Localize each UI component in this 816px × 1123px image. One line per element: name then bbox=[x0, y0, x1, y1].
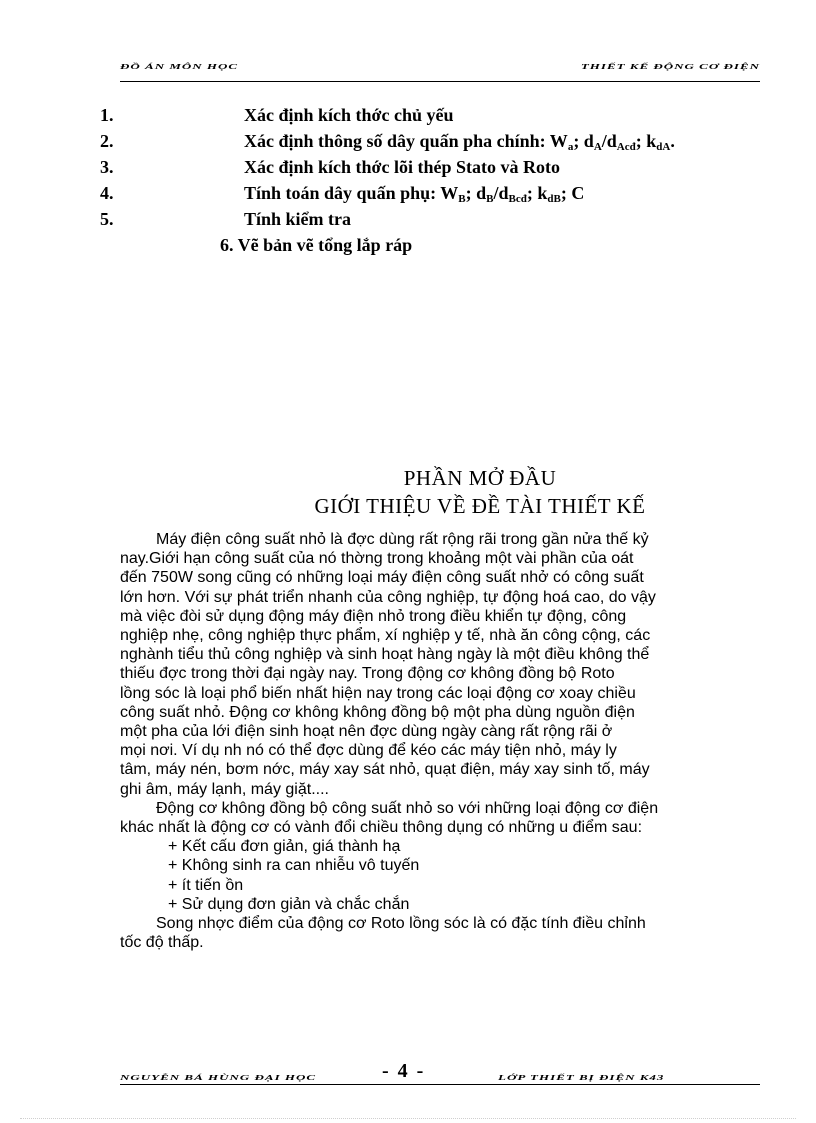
list-item: + Không sinh ra can nhiễu vô tuyến bbox=[168, 857, 420, 875]
text-line: Song nhợc điểm của động cơ Roto lồng sóc là có đặc tính điều chỉnh bbox=[156, 915, 646, 933]
text-line: một pha của lới điện sinh hoạt nên đợc dùng ngày càng rất rộng rãi ở bbox=[120, 723, 613, 741]
outline-item-6 bbox=[100, 232, 760, 258]
outline-text: Xác định kích thớc lõi thép Stato và Roto bbox=[244, 157, 560, 177]
text-line: Máy điện công suất nhỏ là đợc dùng rất rộng rãi trong gần nửa thế kỷ bbox=[156, 531, 649, 548]
text-line: khác nhất là động cơ có vành đổi chiều thông dụng có những u điểm sau: bbox=[120, 819, 643, 837]
footer-left-text: NGUYỄN BÁ HÙNG ĐẠI HỌC bbox=[120, 1073, 317, 1082]
page-edge-divider bbox=[20, 1118, 796, 1119]
body-text bbox=[120, 530, 690, 952]
paragraph-disadvantage bbox=[120, 914, 690, 952]
outline-number: 1. bbox=[100, 105, 114, 125]
list-item: + Sử dụng đơn giản và chắc chắn bbox=[168, 895, 410, 913]
list-item: + Kết cấu đơn giản, giá thành hạ bbox=[168, 838, 401, 856]
text-line: công suất nhỏ. Động cơ không không đồng bộ một pha dùng nguồn điện bbox=[120, 703, 635, 721]
text-line: Động cơ không đồng bộ công suất nhỏ so với những loại động cơ điện bbox=[156, 799, 659, 817]
list-item: + ít tiến ồn bbox=[168, 876, 244, 894]
footer-rule bbox=[120, 1084, 760, 1085]
footer-right-text: LỚP THIẾT BỊ ĐIỆN K43 bbox=[498, 1073, 665, 1082]
section-subtitle: GIỚI THIỆU VỀ ĐỀ TÀI THIẾT KẾ bbox=[314, 494, 646, 518]
section-title: PHẦN MỞ ĐẦU bbox=[403, 466, 557, 490]
page-number: - 4 - bbox=[382, 1060, 426, 1082]
outline-text: 6. Vẽ bản vẽ tổng lắp ráp bbox=[220, 235, 413, 255]
outline-text: Tính kiểm tra bbox=[244, 209, 352, 229]
outline-item-2 bbox=[100, 128, 760, 154]
outline-number: 5. bbox=[100, 209, 114, 229]
page-footer bbox=[120, 1060, 760, 1090]
outline-number: 2. bbox=[100, 131, 114, 151]
text-line: đến 750W song cũng có những loại máy điện công suất nhở có công suất bbox=[120, 569, 644, 587]
paragraph-intro bbox=[120, 530, 690, 799]
outline-number: 4. bbox=[100, 183, 114, 203]
text-line: mà việc đòi sử dụng động máy điện nhỏ trong điều khiển tự động, công bbox=[120, 607, 627, 625]
text-line: tốc độ thấp. bbox=[120, 934, 204, 952]
outline-text: Tính toán dây quấn phụ: $W_B$; $d_B/d_{Bcđ}$; $k_{dB}$; C bbox=[244, 183, 585, 205]
text-line: lớn hơn. Với sự phát triển nhanh của công nghiệp, tự động hoá cao, do vậy bbox=[120, 588, 656, 606]
page-header bbox=[120, 55, 760, 83]
advantages-list bbox=[120, 837, 690, 914]
paragraph-advantages bbox=[120, 799, 690, 837]
text-line: lồng sóc là loại phổ biến nhất hiện nay trong các loại động cơ xoay chiều bbox=[120, 684, 636, 702]
outline-text: Xác định kích thớc chủ yếu bbox=[244, 105, 454, 125]
text-line: tâm, máy nén, bơm nớc, máy xay sát nhỏ, quạt điện, máy xay sinh tố, máy bbox=[120, 761, 650, 779]
text-line: ghi âm, máy lạnh, máy giặt.... bbox=[120, 780, 329, 798]
text-line: thiếu đợc trong thời đại ngày nay. Trong động cơ không đồng bộ Roto bbox=[120, 665, 615, 683]
outline-text: Xác định thông số dây quấn pha chính: $W_a$; $d_A/d_{Acđ}$; $k_{dA}$. bbox=[244, 131, 675, 153]
outline-list bbox=[100, 102, 760, 258]
header-right-text: THIẾT KẾ ĐỘNG CƠ ĐIỆN bbox=[580, 62, 760, 71]
text-line: nghành tiểu thủ công nghiệp và sinh hoạt hàng ngày là một điều không thể bbox=[120, 646, 650, 664]
outline-number: 3. bbox=[100, 157, 114, 177]
text-line: nay.Giới hạn công suất của nó thờng trong khoảng một vài phần của oát bbox=[120, 550, 634, 568]
outline-item-5 bbox=[100, 206, 760, 232]
header-left-text: ĐỒ ÁN MÔN HỌC bbox=[120, 62, 239, 71]
text-line: mọi nơi. Ví dụ nh nó có thể đợc dùng để kéo các máy tiện nhỏ, máy ly bbox=[120, 742, 617, 760]
outline-item-3 bbox=[100, 154, 760, 180]
text-line: nghiệp nhẹ, công nghiệp thực phẩm, xí nghiệp y tế, nhà ăn công cộng, các bbox=[120, 627, 651, 645]
outline-item-1 bbox=[100, 102, 760, 128]
outline-item-4 bbox=[100, 180, 760, 206]
header-rule bbox=[120, 81, 760, 82]
